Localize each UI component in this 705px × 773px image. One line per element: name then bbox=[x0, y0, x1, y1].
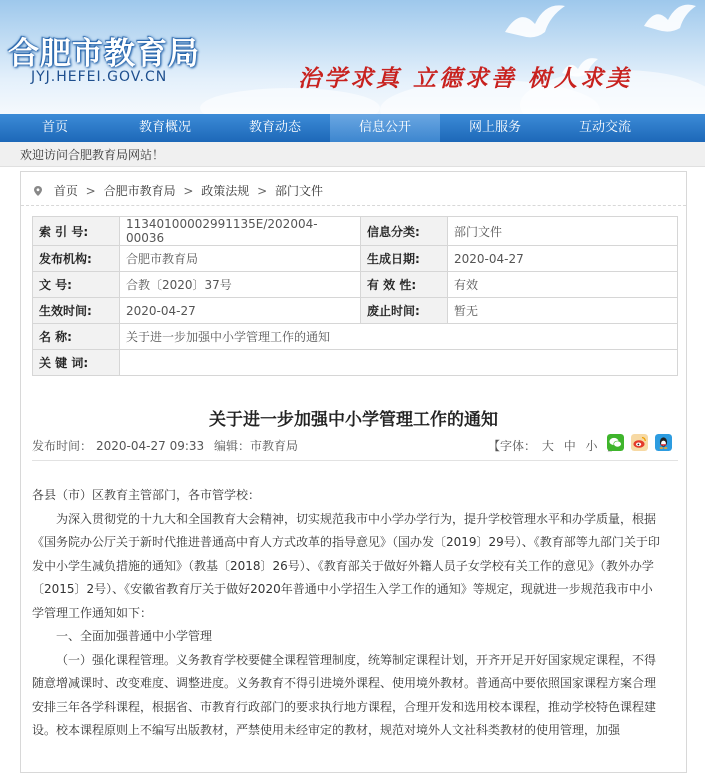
dove-icon bbox=[640, 0, 700, 45]
meta-category-value: 部门文件 bbox=[448, 217, 678, 246]
content-panel bbox=[20, 171, 687, 773]
meta-gen-date-label: 生成日期: bbox=[361, 246, 448, 272]
editor-info: 编辑：市教育局 bbox=[213, 439, 298, 453]
breadcrumb-home[interactable]: 首页 bbox=[53, 184, 78, 198]
font-size-small[interactable]: 小 bbox=[585, 439, 598, 453]
meta-repeal-label: 废止时间: bbox=[361, 298, 448, 324]
publish-time-label: 发布时间： bbox=[32, 439, 93, 453]
meta-repeal-value: 暂无 bbox=[448, 298, 678, 324]
meta-category-label: 信息分类: bbox=[361, 217, 448, 246]
meta-org-label: 发布机构: bbox=[33, 246, 120, 272]
location-pin-icon bbox=[34, 186, 42, 196]
breadcrumb-separator: > bbox=[183, 184, 194, 198]
article-paragraph: （一）强化课程管理。义务教育学校要健全课程管理制度，统筹制定课程计划，开齐开足开好国家规定课程，不得随意增减课时、改变难度、调整进度。义务教育不得引进境外课程、使用境外教材。普通高中要依照国家课程方案合理安排三年各学科课程，根据省、市教育行政部门的要求执行地方课程，合理开发和选用校本课程，推动学校特色课程建设。校本课程原则上不编写出版教材，严禁使用未经审定的教材，规范对境外人文社科类教材的使用管理，加强 bbox=[32, 652, 657, 737]
publish-divider bbox=[32, 460, 678, 461]
meta-docno-value: 合教〔2020〕37号 bbox=[120, 272, 361, 298]
article-body bbox=[32, 484, 664, 743]
main-nav bbox=[0, 114, 705, 142]
meta-name-label: 名 称: bbox=[33, 324, 120, 350]
qq-icon[interactable] bbox=[655, 434, 672, 451]
welcome-text: 欢迎访问合肥教育局网站！ bbox=[20, 148, 165, 162]
nav-item-overview[interactable]: 教育概况 bbox=[138, 120, 191, 135]
meta-index-label: 索 引 号: bbox=[33, 217, 120, 246]
dove-icon bbox=[500, 2, 570, 52]
publish-time: 2020-04-27 09:33 bbox=[96, 439, 205, 453]
publish-info bbox=[32, 437, 298, 454]
breadcrumb-bureau[interactable]: 合肥市教育局 bbox=[103, 184, 176, 198]
weibo-icon[interactable] bbox=[631, 434, 648, 451]
breadcrumb-policy[interactable]: 政策法规 bbox=[201, 184, 250, 198]
wechat-icon[interactable] bbox=[607, 434, 624, 451]
breadcrumb-separator: > bbox=[85, 184, 96, 198]
meta-keywords-value bbox=[120, 350, 678, 376]
meta-org-value: 合肥市教育局 bbox=[120, 246, 361, 272]
breadcrumb-divider bbox=[21, 205, 686, 206]
meta-effective-value: 2020-04-27 bbox=[120, 298, 361, 324]
font-size-label: 【字体： bbox=[488, 439, 537, 453]
font-size-large[interactable]: 大 bbox=[541, 439, 554, 453]
meta-docno-label: 文 号: bbox=[33, 272, 120, 298]
article-section-heading: 一、全面加强普通中小学管理 bbox=[56, 629, 213, 643]
nav-item-news[interactable]: 教育动态 bbox=[248, 120, 301, 135]
breadcrumb-separator: > bbox=[257, 184, 268, 198]
meta-effective-label: 生效时间: bbox=[33, 298, 120, 324]
meta-index-value: 11340100002991135E/202004-00036 bbox=[120, 217, 361, 246]
site-slogan: 治学求真 立德求善 树人求美 bbox=[298, 65, 633, 92]
breadcrumb-dept-docs[interactable]: 部门文件 bbox=[275, 184, 324, 198]
nav-item-interaction[interactable]: 互动交流 bbox=[578, 120, 631, 135]
meta-name-value: 关于进一步加强中小学管理工作的通知 bbox=[120, 324, 678, 350]
welcome-bar bbox=[0, 142, 705, 167]
site-header bbox=[0, 0, 705, 114]
breadcrumb bbox=[34, 182, 323, 199]
site-logo-title[interactable]: 合肥市教育局 bbox=[8, 36, 200, 72]
meta-keywords-label: 关 键 词: bbox=[33, 350, 120, 376]
font-size-medium[interactable]: 中 bbox=[563, 439, 576, 453]
meta-gen-date-value: 2020-04-27 bbox=[448, 246, 678, 272]
doc-meta-table bbox=[32, 216, 678, 376]
article-title: 关于进一步加强中小学管理工作的通知 bbox=[209, 410, 498, 430]
nav-item-home[interactable]: 首页 bbox=[41, 120, 68, 135]
article-salutation: 各县（市）区教育主管部门，各市管学校： bbox=[32, 488, 261, 502]
meta-validity-label: 有 效 性: bbox=[361, 272, 448, 298]
nav-item-online-service[interactable]: 网上服务 bbox=[468, 120, 521, 135]
font-size-control bbox=[488, 437, 625, 454]
article-paragraph: 为深入贯彻党的十九大和全国教育大会精神，切实规范我市中小学办学行为，提升学校管理水平和办学质量，根据《国务院办公厅关于新时代推进普通高中育人方式改革的指导意见》（国办发〔2019〕29号）、《教育部等九部门关于印发中小学生减负措施的通知》（教基〔2018〕26号）、《教育部关于做好外籍人员子女学校有关工作的意见》（教外办学〔2015〕2号）、《安徽省教育厅关于做好2020年普通中小学招生入学工作的通知》等规定，现就进一步规范我市中小学管理工作通知如下： bbox=[32, 511, 660, 620]
meta-validity-value: 有效 bbox=[448, 272, 678, 298]
site-url: JYJ.HEFEI.GOV.CN bbox=[31, 69, 168, 85]
nav-item-info-disclosure[interactable]: 信息公开 bbox=[330, 114, 440, 142]
